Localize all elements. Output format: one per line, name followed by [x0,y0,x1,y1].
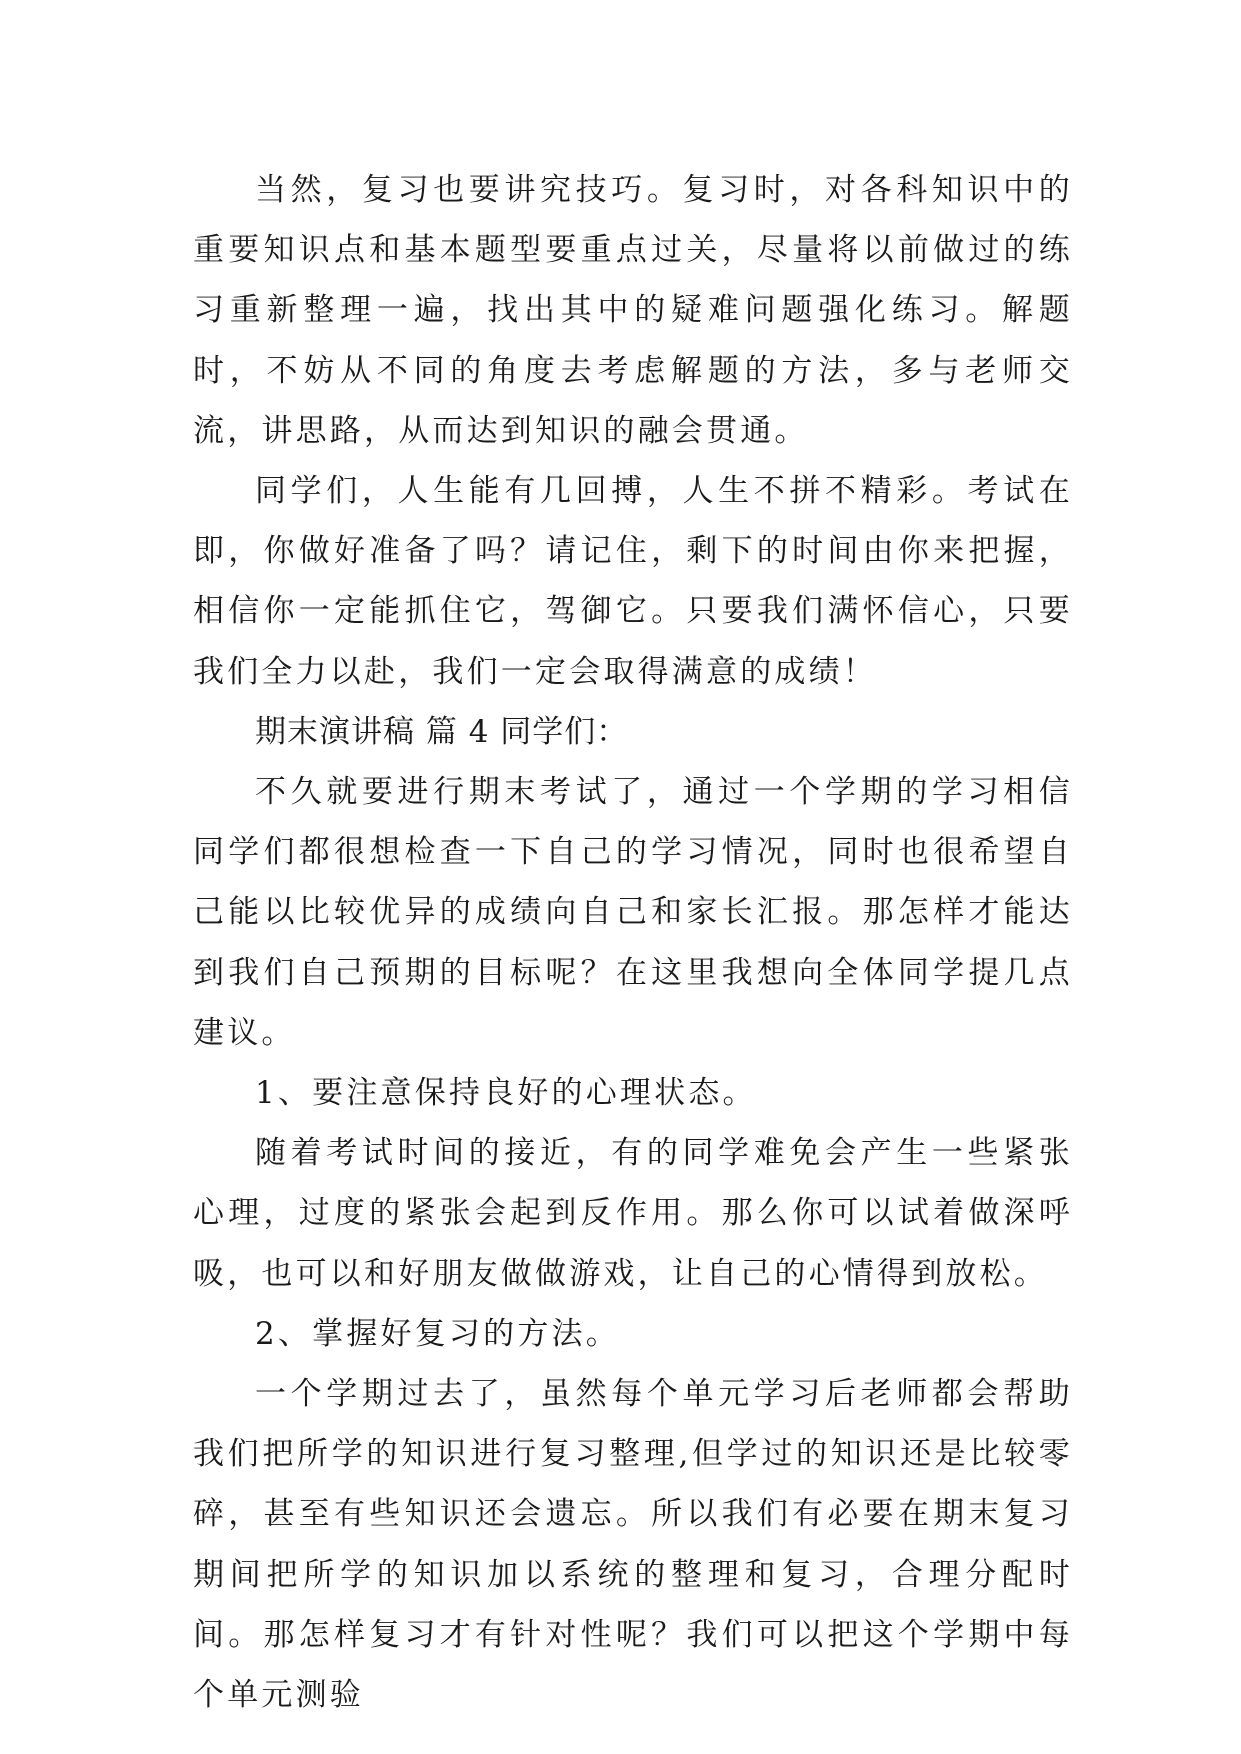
paragraph-review-method: 一个学期过去了，虽然每个单元学习后老师都会帮助我们把所学的知识进行复习整理,但学过的知识还是比较零碎，甚至有些知识还会遗忘。所以我们有必要在期末复习期间把所学的知识加以系统的整理和复习，合理分配时间。那怎样复习才有针对性呢？我们可以把这个学期中每个单元测验 [193,1376,1073,1714]
list-item-2: 2、掌握好复习的方法。 [255,1315,620,1352]
paragraph-encouragement: 同学们，人生能有几回搏，人生不拼不精彩。考试在即，你做好准备了吗？请记住，剩下的时间由你来把握，相信你一定能抓住它，驾御它。只要我们满怀信心，只要我们全力以赴，我们一定会取得满意的成绩！ [193,473,1073,690]
paragraph-exam-intro: 不久就要进行期末考试了，通过一个学期的学习相信同学们都很想检查一下自己的学习情况，同时也很希望自己能以比较优异的成绩向自己和家长汇报。那怎样才能达到我们自己预期的目标呢？在这里我想向全体同学提几点建议。 [193,774,1073,1051]
paragraph-review-techniques: 当然，复习也要讲究技巧。复习时，对各科知识中的重要知识点和基本题型要重点过关，尽量将以前做过的练习重新整理一遍，找出其中的疑难问题强化练习。解题时，不妨从不同的角度去考虑解题的方法，多与老师交流，讲思路，从而达到知识的融会贯通。 [193,172,1073,449]
list-item-1: 1、要注意保持良好的心理状态。 [255,1075,757,1112]
section-heading: 期末演讲稿 篇 4 同学们： [255,713,629,750]
document-body [193,160,1073,1725]
paragraph-mental-state: 随着考试时间的接近，有的同学难免会产生一些紧张心理，过度的紧张会起到反作用。那么你可以试着做深呼吸，也可以和好朋友做做游戏，让自己的心情得到放松。 [193,1135,1073,1292]
